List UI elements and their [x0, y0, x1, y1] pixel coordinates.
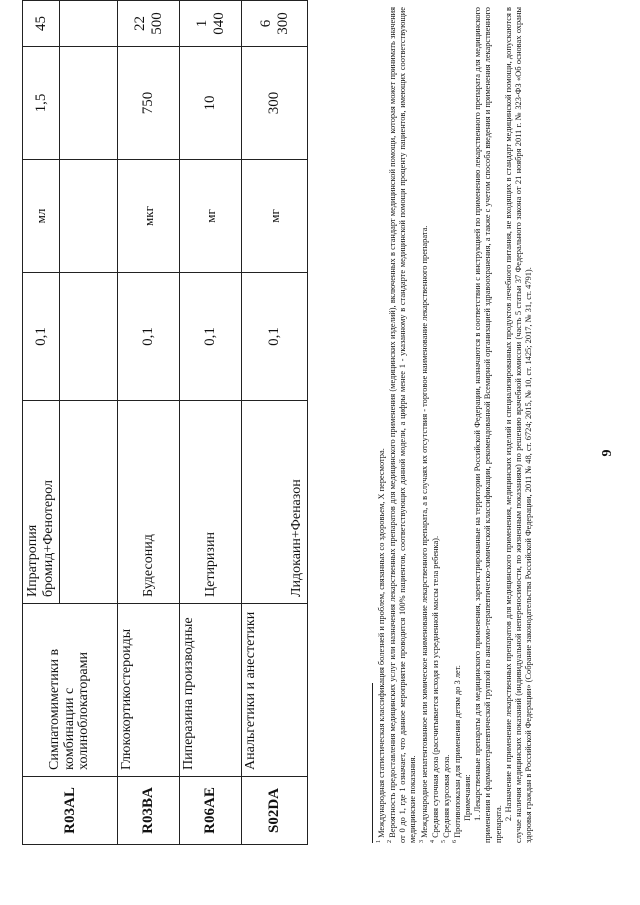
course-dose-cell: 6 300	[242, 1, 308, 47]
course-dose-cell: 45	[23, 1, 60, 47]
note-item: 2. Назначение и применение лекарственных препаратов для медицинского применения, медицинских изделий и специализированных продуктов лечебного питания, не входящих в стандарт медицинской помощи, допускаются в случае наличия медицинских показаний (индивидуальной непереносимости, по жизненным показаниям) по решению врачебной комиссии (часть 5 статьи 37 Федерального закона от 21 ноября 2011 г. № 323-ФЗ «Об основах охраны здоровья граждан в Российской Федерации» (Собрание законодательства Российской Федерации, 2011 № 48, ст. 6724; 2015, № 10, ст. 1425; 2017, № 31, ст. 4791).	[503, 7, 534, 843]
unit-cell: мг	[180, 160, 242, 273]
drug-table	[22, 0, 308, 845]
table-row	[23, 1, 60, 845]
frequency-cell	[60, 273, 118, 401]
page-number: 9	[600, 449, 615, 457]
footnote: $^5$ Средняя курсовая доза.	[440, 754, 451, 843]
footnote: $^2$ Вероятность предоставления медицинских услуг или назначения лекарственных препаратов для медицинского применения (медицинских изделий), включенных в стандарт медицинской помощи, которая может принимать значения от 0 до 1, где 1 означает, что данное мероприятие проводится 100% пациентов, соответствующих данной модели, а цифры менее 1 - указанному в стандарте медицинской помощи проценту пациентов, имеющих соответствующие медицинские показания.	[387, 6, 418, 843]
drug-group-cell: Симпатомиметики в комбинации с холиноблокаторами	[23, 604, 118, 777]
course-dose-cell: 1 040	[180, 1, 242, 47]
table-row	[180, 1, 242, 845]
table-row	[242, 1, 308, 845]
unit-cell: мкг	[118, 160, 180, 273]
unit-cell: мг	[242, 160, 308, 273]
drug-name-cell: Лидокаин+Феназон	[242, 401, 308, 604]
daily-dose-cell: 300	[242, 47, 308, 160]
footnotes-block	[372, 7, 535, 843]
frequency-cell: 0,1	[242, 273, 308, 401]
frequency-cell: 0,1	[118, 273, 180, 401]
drug-group-cell: Глюкокортикостероиды	[118, 604, 180, 777]
drug-group-cell: Пиперазина производные	[180, 604, 242, 777]
footnote-divider	[372, 683, 373, 843]
footnote: $^4$ Средняя суточная доза (рассчитывается исходя из усредненной массы тела ребенка).	[429, 535, 440, 843]
atc-code-cell: R03AL	[23, 777, 118, 845]
daily-dose-cell: 1,5	[23, 47, 60, 160]
drug-name-cell: Будесонид	[118, 401, 180, 604]
unit-cell	[60, 160, 118, 273]
atc-code-cell: R06AE	[180, 777, 242, 845]
atc-code-cell: R03BA	[118, 777, 180, 845]
course-dose-cell: 22 500	[118, 1, 180, 47]
drug-name-cell	[60, 401, 118, 604]
table-row	[118, 1, 180, 845]
note-item: 1. Лекарственные препараты для медицинского применения, зарегистрированные на территории Российской Федерации, назначаются в соответствии с инструкцией по применению лекарственного препарата для медицинского применения и фармакотерапевтической группой по анатомо-терапевтическо-химической классификации, рекомендованной Всемирной организацией здравоохранения, а также с учетом способа введения и применения лекарственного препарата.	[473, 7, 503, 843]
notes-heading: Примечания:	[462, 774, 472, 821]
footnote: $^6$ Противопоказан для применения детям до 3 лет.	[451, 665, 462, 843]
daily-dose-cell	[60, 47, 118, 160]
daily-dose-cell: 750	[118, 47, 180, 160]
course-dose-cell	[60, 1, 118, 47]
drug-name-cell: Ипратропия бромид+Фенотерол	[23, 401, 60, 604]
unit-cell: мл	[23, 160, 60, 273]
atc-code-cell: S02DA	[242, 777, 308, 845]
frequency-cell: 0,1	[23, 273, 60, 401]
frequency-cell: 0,1	[180, 273, 242, 401]
drug-group-cell: Анальгетики и анестетики	[242, 604, 308, 777]
footnote: $^3$ Международное непатентованное или химическое наименование лекарственного препарата, а в случаях их отсутствия - торговое наименование лекарственного препарата.	[418, 225, 429, 843]
footnote: $^1$ Международная статистическая классификация болезней и проблем, связанных со здоровьем, X пересмотра.	[376, 448, 386, 843]
drug-name-cell: Цетиризин	[180, 401, 242, 604]
daily-dose-cell: 10	[180, 47, 242, 160]
